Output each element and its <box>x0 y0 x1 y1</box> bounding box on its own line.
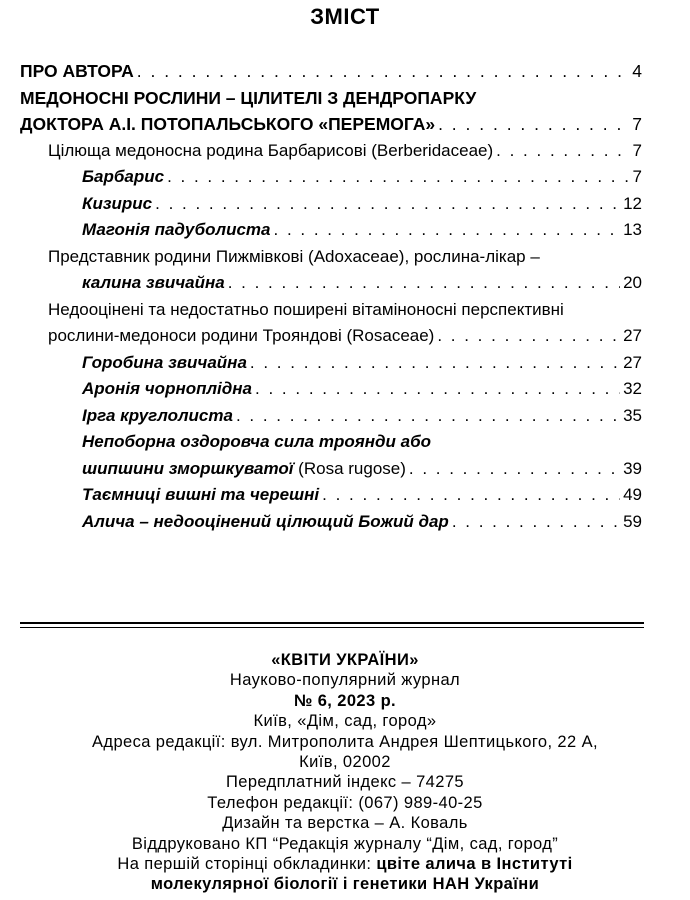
toc-entry[interactable] <box>20 85 642 112</box>
dot-leader <box>322 482 620 509</box>
dot-leader <box>438 111 629 138</box>
dot-leader <box>167 164 629 191</box>
publisher: Київ, «Дім, сад, город» <box>253 712 437 731</box>
toc-entry-title: Горобина звичайна <box>82 352 247 372</box>
table-of-contents <box>20 58 642 535</box>
toc-page-number: 59 <box>623 511 642 531</box>
toc-entry-title: калина звичайна <box>82 273 225 292</box>
toc-page-number: 27 <box>623 326 642 345</box>
toc-entry[interactable] <box>20 429 642 456</box>
design-credit: Дизайн та верстка – А. Коваль <box>222 814 468 833</box>
toc-entry[interactable] <box>20 244 642 271</box>
toc-page-number: 7 <box>632 114 642 134</box>
divider-thin <box>20 627 644 628</box>
toc-entry-title: Недооцінені та недостатньо поширені вітаміноносні перспективні <box>48 299 564 319</box>
toc-entry[interactable] <box>20 482 642 509</box>
toc-page-number: 32 <box>623 379 642 398</box>
toc-entry-title: Представник родини Пижмівкові (Adoxaceae), рослина-лікар – <box>48 246 540 266</box>
dot-leader <box>137 58 630 85</box>
dot-leader <box>409 456 620 483</box>
toc-entry[interactable] <box>20 323 642 350</box>
toc-entry-title: МЕДОНОСНІ РОСЛИНИ – ЦІЛИТЕЛІ З ДЕНДРОПАРКУ <box>20 87 477 108</box>
toc-entry[interactable] <box>20 350 642 377</box>
toc-entry[interactable] <box>20 138 642 165</box>
divider-thick <box>20 622 644 624</box>
dot-leader <box>250 350 620 377</box>
toc-entry-title: Алича – недооцінений цілющий Божий дар <box>82 511 449 531</box>
toc-entry[interactable] <box>20 376 642 403</box>
dot-leader <box>437 323 620 350</box>
dot-leader <box>255 376 620 403</box>
toc-entry-title: ДОКТОРА А.І. ПОТОПАЛЬСЬКОГО «ПЕРЕМОГА» <box>20 114 436 134</box>
toc-page-number: 13 <box>623 220 642 239</box>
toc-page-number: 4 <box>632 61 642 81</box>
toc-entry-title: Кизирис <box>82 193 153 213</box>
toc-entry-title: Непоборна оздоровча сила троянди або <box>82 432 431 451</box>
imprint-block <box>0 650 690 895</box>
subscription-index: Передплатний індекс – 74275 <box>226 773 464 792</box>
toc-entry-title: Ірга круглолиста <box>82 405 233 425</box>
toc-entry[interactable] <box>20 217 642 244</box>
journal-type: Науково-популярний журнал <box>229 671 461 690</box>
cover-caption-line-2: молекулярної біології і генетики НАН України <box>150 875 540 894</box>
address-line-2: Київ, 02002 <box>299 753 391 772</box>
dot-leader <box>228 270 620 297</box>
toc-entry-latin-name: (Rosa rugose) <box>293 458 406 478</box>
dot-leader <box>155 191 620 218</box>
toc-entry[interactable] <box>20 58 642 85</box>
toc-page-number: 12 <box>623 193 642 213</box>
page-title: ЗМІСТ <box>310 4 380 29</box>
toc-entry-title: Таємниці вишні та черешні <box>82 485 320 504</box>
toc-entry[interactable] <box>20 509 642 536</box>
toc-page-number: 27 <box>623 352 642 372</box>
toc-entry-title: рослини-медоноси родини Трояндові (Rosaceae) <box>48 326 435 345</box>
address-line-1: Адреса редакції: вул. Митрополита Андрея Шептицького, 22 А, <box>92 732 598 751</box>
issue-number: № 6, 2023 р. <box>293 691 397 710</box>
toc-entry[interactable] <box>20 297 642 324</box>
dot-leader <box>496 138 629 165</box>
toc-page-number: 7 <box>632 140 642 160</box>
toc-entry[interactable] <box>20 403 642 430</box>
toc-entry-title: Барбарис <box>82 167 165 186</box>
toc-page-number: 39 <box>623 458 642 478</box>
editorial-phone: Телефон редакції: (067) 989-40-25 <box>207 793 483 812</box>
toc-entry-title: Цілюща медоносна родина Барбарисові (Berberidaceae) <box>48 140 494 160</box>
dot-leader <box>452 509 620 536</box>
toc-entry-title: Аронія чорноплідна <box>82 379 253 398</box>
dot-leader <box>236 403 620 430</box>
toc-page-number: 49 <box>623 485 642 504</box>
toc-entry-title <box>82 456 406 483</box>
dot-leader <box>274 217 621 244</box>
toc-page-number: 20 <box>623 273 642 292</box>
toc-entry[interactable] <box>20 111 642 138</box>
toc-entry-title: ПРО АВТОРА <box>20 61 134 81</box>
toc-page-number: 35 <box>623 405 642 425</box>
cover-caption-bold: цвіте алича в Інституті <box>376 855 573 874</box>
toc-page-number: 7 <box>632 167 642 186</box>
toc-entry[interactable] <box>20 270 642 297</box>
journal-name: «КВІТИ УКРАЇНИ» <box>271 651 419 669</box>
cover-caption-line-1 <box>0 854 690 874</box>
toc-entry[interactable] <box>20 456 642 483</box>
toc-entry[interactable] <box>20 164 642 191</box>
cover-caption-prefix: На першій сторінці обкладинки: <box>117 855 377 874</box>
toc-entry-title: Магонія падуболиста <box>82 220 271 239</box>
printing-credit: Віддруковано КП “Редакція журналу “Дім, сад, город” <box>131 834 559 853</box>
toc-entry[interactable] <box>20 191 642 218</box>
toc-entry-title-main: шипшини зморшкуватої <box>82 458 294 478</box>
